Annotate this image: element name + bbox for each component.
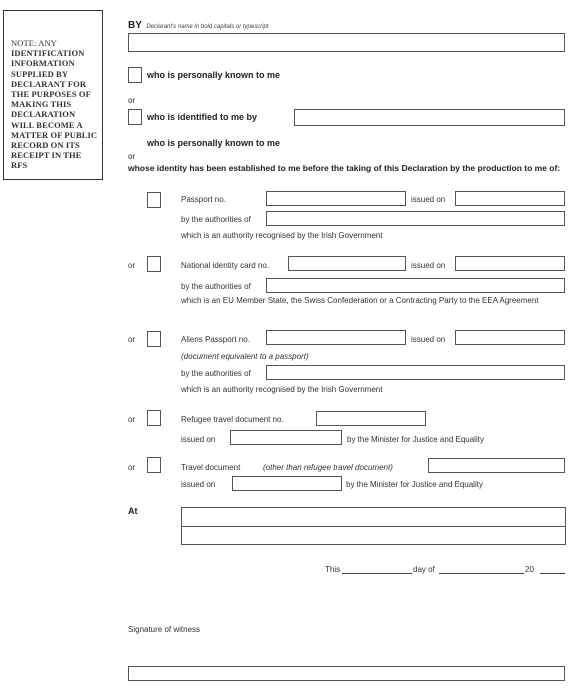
national-id-checkbox[interactable] bbox=[147, 256, 161, 272]
refugee-label: Refugee travel document no. bbox=[181, 415, 284, 424]
personally-known-checkbox[interactable] bbox=[128, 67, 142, 83]
travel-document-number-field[interactable] bbox=[428, 458, 565, 473]
refugee-checkbox[interactable] bbox=[147, 410, 161, 426]
refugee-number-field[interactable] bbox=[316, 411, 426, 426]
national-id-authorities-field[interactable] bbox=[266, 278, 565, 293]
signature-witness-field[interactable] bbox=[128, 666, 565, 681]
aliens-passport-checkbox[interactable] bbox=[147, 331, 161, 347]
or-label: or bbox=[128, 152, 136, 161]
aliens-authorities-field[interactable] bbox=[266, 365, 565, 380]
at-field-divider bbox=[182, 526, 565, 527]
or-label: or bbox=[128, 415, 136, 424]
declarant-name-field[interactable] bbox=[128, 33, 565, 52]
travel-issued-on-field[interactable] bbox=[232, 476, 342, 491]
travel-document-other-text: (other than refugee travel document) bbox=[263, 463, 393, 472]
national-id-label: National identity card no. bbox=[181, 261, 270, 270]
note-body: IDENTIFICATION INFORMATION SUPPLIED BY DECLARANT FOR THE PURPOSES OF MAKING THIS DECLARATION WILL BECOME A MATTER OF PUBLIC RECORD ON ITS RECEIPT IN THE RFS bbox=[11, 48, 98, 171]
aliens-issued-on-field[interactable] bbox=[455, 330, 565, 345]
at-label: At bbox=[128, 506, 138, 516]
refugee-issued-on-field[interactable] bbox=[230, 430, 342, 445]
aliens-passport-label: Aliens Passport no. bbox=[181, 335, 250, 344]
passport-checkbox[interactable] bbox=[147, 192, 161, 208]
identification-note bbox=[3, 10, 103, 180]
date-year-prefix: 20 bbox=[525, 565, 534, 574]
passport-authorities-label: by the authorities of bbox=[181, 215, 251, 224]
identified-by-label: who is identified to me by bbox=[147, 112, 258, 122]
national-id-issued-on-field[interactable] bbox=[455, 256, 565, 271]
aliens-equivalent-text: (document equivalent to a passport) bbox=[181, 352, 309, 361]
by-hint: Declarant's name in bold capitals or typescript bbox=[146, 24, 269, 30]
national-id-recognised-text: which is an EU Member State, the Swiss Confederation or a Contracting Party to the EEA Agreement bbox=[181, 296, 539, 305]
passport-authorities-field[interactable] bbox=[266, 211, 565, 226]
aliens-issued-on-label: issued on bbox=[411, 335, 446, 344]
passport-label: Passport no. bbox=[181, 195, 226, 204]
national-id-number-field[interactable] bbox=[288, 256, 406, 271]
date-year-blank[interactable] bbox=[540, 573, 565, 574]
or-label: or bbox=[128, 96, 136, 105]
national-id-authorities-label: by the authorities of bbox=[181, 282, 251, 291]
personally-known-label: who is personally known to me bbox=[147, 70, 281, 80]
aliens-passport-number-field[interactable] bbox=[266, 330, 406, 345]
or-label: or bbox=[128, 463, 136, 472]
national-id-issued-on-label: issued on bbox=[411, 261, 446, 270]
whose-identity-text: whose identity has been established to me before the taking of this Declaration by the production to me of: bbox=[128, 163, 561, 173]
personally-known-label-2: who is personally known to me bbox=[147, 138, 281, 148]
identified-by-checkbox[interactable] bbox=[128, 109, 142, 125]
refugee-issued-on-label: issued on bbox=[181, 435, 216, 444]
travel-document-checkbox[interactable] bbox=[147, 457, 161, 473]
at-location-field[interactable] bbox=[181, 507, 566, 545]
passport-issued-on-label: issued on bbox=[411, 195, 446, 204]
date-month-blank[interactable] bbox=[439, 573, 524, 574]
note-prefix: NOTE: ANY bbox=[11, 38, 57, 48]
aliens-authorities-label: by the authorities of bbox=[181, 369, 251, 378]
by-row bbox=[128, 15, 269, 33]
aliens-recognised-text: which is an authority recognised by the Irish Government bbox=[181, 385, 383, 394]
signature-witness-label: Signature of witness bbox=[128, 625, 201, 634]
refugee-minister-text: by the Minister for Justice and Equality bbox=[347, 435, 484, 444]
date-this-label: This bbox=[325, 565, 341, 574]
identified-by-field[interactable] bbox=[294, 109, 565, 126]
by-label: BY bbox=[128, 20, 142, 31]
date-day-blank[interactable] bbox=[342, 573, 412, 574]
date-day-of-label: day of bbox=[413, 565, 435, 574]
or-label: or bbox=[128, 261, 136, 270]
passport-issued-on-field[interactable] bbox=[455, 191, 565, 206]
or-label: or bbox=[128, 335, 136, 344]
travel-minister-text: by the Minister for Justice and Equality bbox=[346, 480, 483, 489]
travel-issued-on-label: issued on bbox=[181, 480, 216, 489]
passport-number-field[interactable] bbox=[266, 191, 406, 206]
travel-document-label: Travel document bbox=[181, 463, 241, 472]
passport-recognised-text: which is an authority recognised by the Irish Government bbox=[181, 231, 383, 240]
